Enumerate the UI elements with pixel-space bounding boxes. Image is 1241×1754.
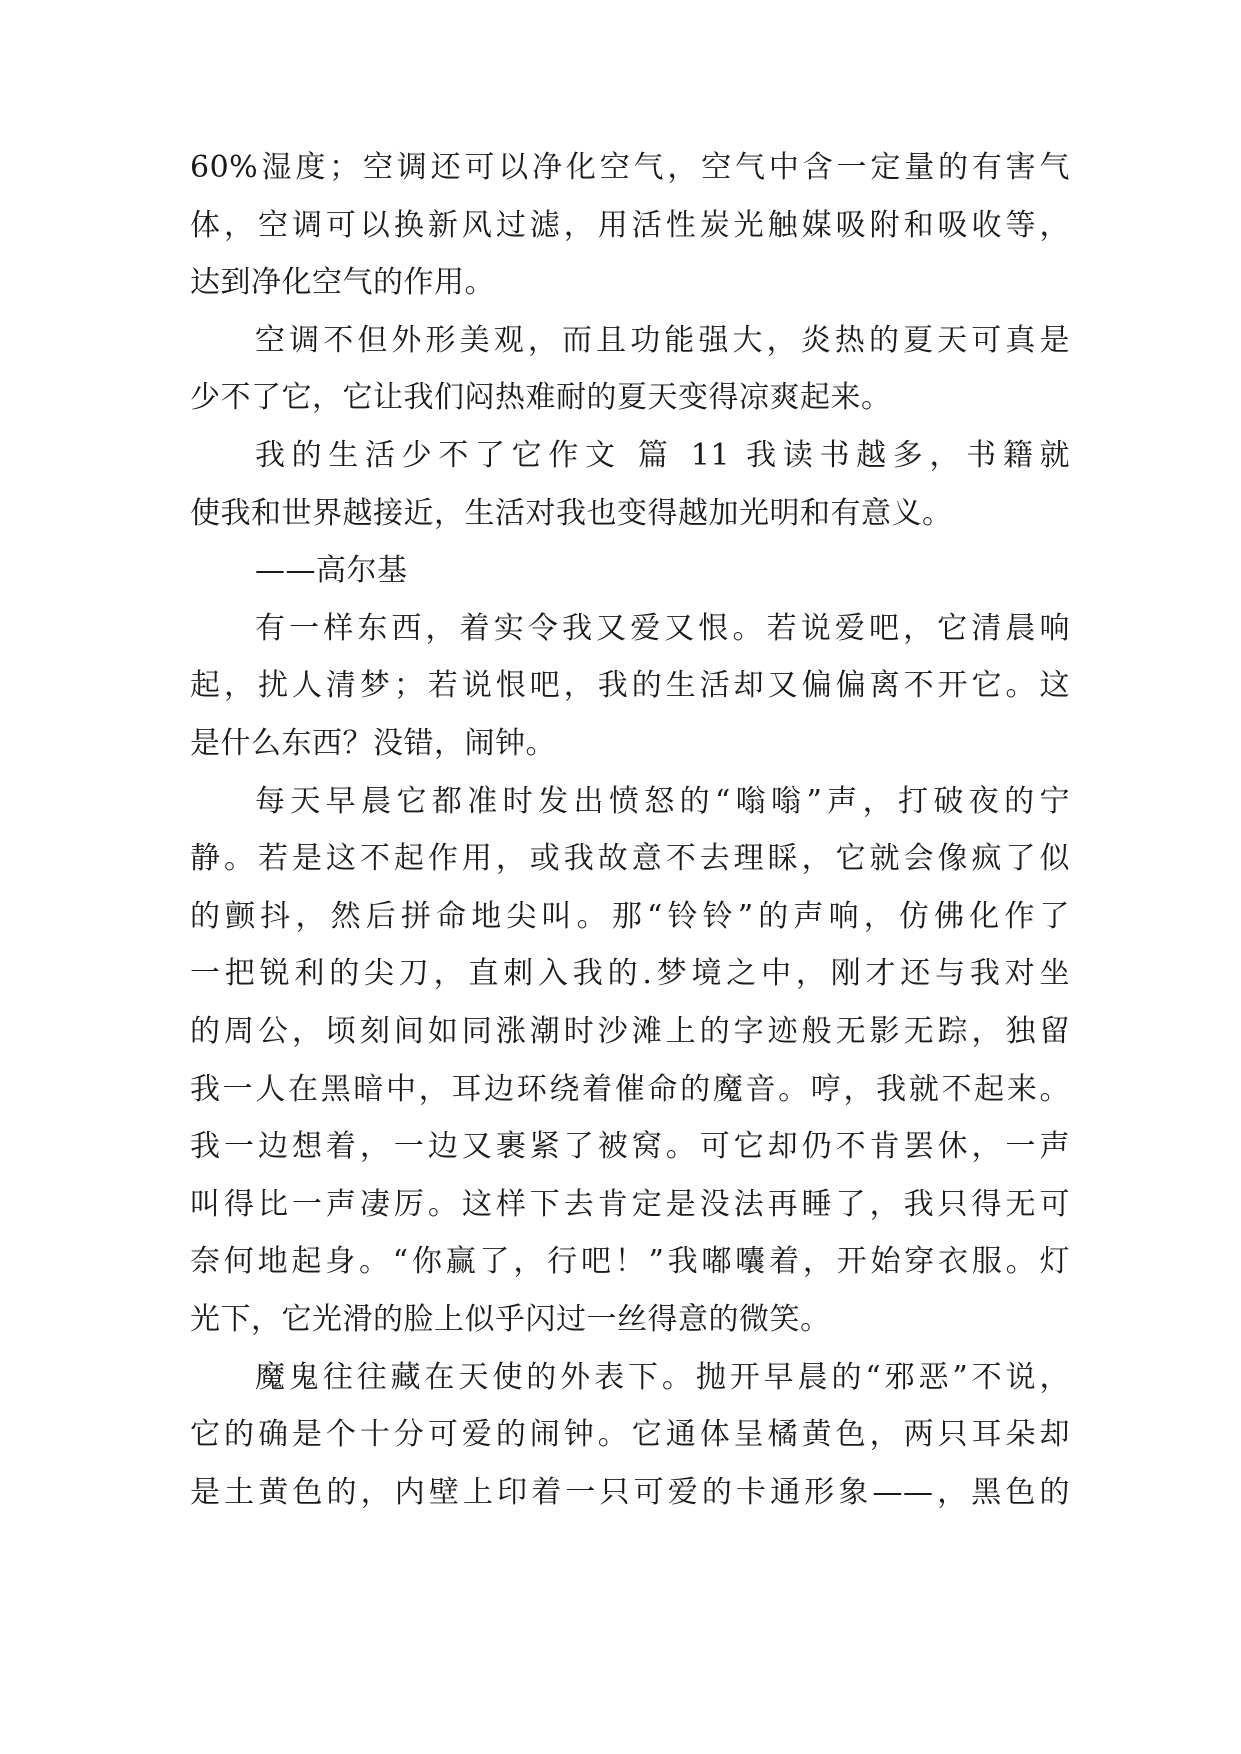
- text-line: 是土黄色的，内壁上印着一只可爱的卡通形象——，黑色的: [190, 1475, 1070, 1510]
- text-line: 的颤抖，然后拼命地尖叫。那“铃铃”的声响，仿佛化作了: [190, 899, 1070, 934]
- text-line: 体，空调可以换新风过滤，用活性炭光触媒吸附和吸收等，: [190, 208, 1070, 243]
- text-line: 光下，它光滑的脸上似乎闪过一丝得意的微笑。: [190, 1302, 831, 1337]
- text-line: 是什么东西？没错，闹钟。: [190, 726, 556, 761]
- text-line: 的周公，顷刻间如同涨潮时沙滩上的字迹般无影无踪，独留: [190, 1014, 1070, 1049]
- text-line: 有一样东西，着实令我又爱又恨。若说爱吧，它清晨响: [255, 611, 1070, 646]
- text-line: 起，扰人清梦；若说恨吧，我的生活却又偏偏离不开它。这: [190, 668, 1070, 703]
- text-line: 静。若是这不起作用，或我故意不去理睬，它就会像疯了似: [190, 841, 1070, 876]
- text-line: 叫得比一声凄厉。这样下去肯定是没法再睡了，我只得无可: [190, 1187, 1070, 1222]
- text-line: 空调不但外形美观，而且功能强大，炎热的夏天可真是: [255, 323, 1070, 358]
- text-line: 少不了它，它让我们闷热难耐的夏天变得凉爽起来。: [190, 380, 892, 415]
- text-line: 我一人在黑暗中，耳边环绕着催命的魔音。哼，我就不起来。: [190, 1072, 1070, 1107]
- text-line: ——高尔基: [255, 553, 408, 588]
- text-line: 每天早晨它都准时发出愤怒的“嗡嗡”声，打破夜的宁: [255, 784, 1070, 819]
- text-line: 它的确是个十分可爱的闹钟。它通体呈橘黄色，两只耳朵却: [190, 1417, 1070, 1452]
- text-line: 我的生活少不了它作文 篇 11 我读书越多，书籍就: [255, 438, 1070, 473]
- text-line: 使我和世界越接近，生活对我也变得越加光明和有意义。: [190, 496, 953, 531]
- text-line: 达到净化空气的作用。: [190, 265, 495, 300]
- text-line: 一把锐利的尖刀，直刺入我的.梦境之中，刚才还与我对坐: [190, 956, 1070, 991]
- text-line: 我一边想着，一边又裹紧了被窝。可它却仍不肯罢休，一声: [190, 1129, 1070, 1164]
- text-line: 奈何地起身。“你赢了，行吧！”我嘟囔着，开始穿衣服。灯: [190, 1244, 1070, 1279]
- text-line: 60%湿度；空调还可以净化空气，空气中含一定量的有害气: [190, 150, 1070, 185]
- text-line: 魔鬼往往藏在天使的外表下。抛开早晨的“邪恶”不说，: [255, 1360, 1070, 1395]
